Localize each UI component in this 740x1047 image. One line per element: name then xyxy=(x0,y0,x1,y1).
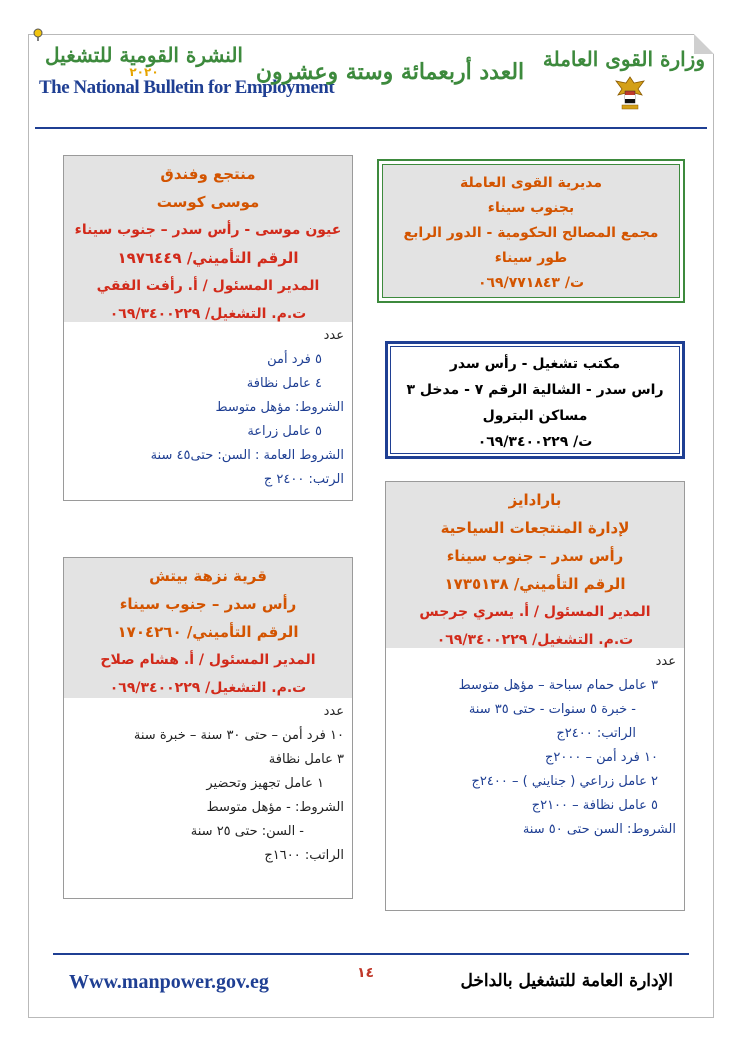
list-item: الراتب: ١٦٠٠ج xyxy=(264,848,344,863)
ras-sudr-office-box xyxy=(385,341,685,459)
job-box-paradise xyxy=(385,481,685,911)
footer-divider xyxy=(53,953,689,955)
list-item: ٥ فرد أمن xyxy=(267,352,322,367)
bulletin-year: ٢٠٢٠ xyxy=(129,65,159,79)
vacancy-list xyxy=(64,322,352,492)
office-directorate-box xyxy=(377,159,685,303)
list-item: ٥ عامل زراعة xyxy=(247,424,322,439)
list-item: ٣ عامل حمام سباحة – مؤهل متوسط xyxy=(458,678,658,693)
job-box-nozha-beach xyxy=(63,557,353,899)
office-line: مديرية القوى العاملة xyxy=(459,175,603,191)
employment-phone: ت.م. التشغيل/ ٠٦٩/٣٤٠٠٢٢٩ xyxy=(109,680,307,696)
bulletin-title-en: The National Bulletin for Employment xyxy=(39,77,335,98)
department-name: الإدارة العامة للتشغيل بالداخل xyxy=(460,971,673,991)
company-type: لإدارة المنتجعات السياحية xyxy=(440,519,630,537)
list-item: ٤ عامل نظافة xyxy=(246,376,322,391)
company-type: منتجع وفندق xyxy=(160,165,256,183)
list-item: ٣ عامل نظافة xyxy=(268,752,344,767)
job-header xyxy=(386,482,684,648)
office-line: بجنوب سيناء xyxy=(487,200,575,216)
list-item: ٥ عامل نظافة – ٢١٠٠ج xyxy=(531,798,658,813)
ministry-logo xyxy=(542,47,705,117)
list-item: ١٠ فرد أمن – حتى ٣٠ سنة – خبرة سنة xyxy=(133,728,344,743)
company-name: قرية نزهة بيتش xyxy=(149,567,267,585)
list-item: - خبرة ٥ سنوات - حتى ٣٥ سنة xyxy=(468,702,636,717)
manager-name: المدير المسئول / أ. رأفت الفقي xyxy=(96,278,320,294)
list-item: عدد xyxy=(323,328,344,343)
list-item: عدد xyxy=(323,704,344,719)
list-item: - السن: حتى ٢٥ سنة xyxy=(190,824,304,839)
list-item: الشروط: مؤهل متوسط xyxy=(215,400,344,415)
vacancy-list xyxy=(386,648,684,842)
job-header xyxy=(64,156,352,322)
insurance-number: الرقم التأميني/ ١٧٣٥١٣٨ xyxy=(444,575,626,593)
website-link[interactable]: Www.manpower.gov.eg xyxy=(69,971,269,993)
job-header xyxy=(64,558,352,698)
employment-phone: ت.م. التشغيل/ ٠٦٩/٣٤٠٠٢٢٩ xyxy=(436,632,634,648)
vacancy-list xyxy=(64,698,352,868)
list-item: عدد xyxy=(655,654,676,669)
manager-name: المدير المسئول / أ. يسري جرجس xyxy=(419,604,651,620)
bulletin-logo xyxy=(39,43,335,99)
company-name: موسى كوست xyxy=(156,193,260,211)
ras-sudr-line: مكتب تشغيل - رأس سدر xyxy=(449,356,621,372)
list-item: ٢ عامل زراعي ( جنايني ) – ٢٤٠٠ج xyxy=(471,774,658,789)
company-address: عيون موسى - رأس سدر – جنوب سيناء xyxy=(74,222,342,238)
insurance-number: الرقم التأميني/ ١٧٠٤٢٦٠ xyxy=(117,623,299,641)
company-address: رأس سدر – جنوب سيناء xyxy=(446,547,624,565)
ministry-name: وزارة القوى العاملة xyxy=(542,47,705,71)
company-address: رأس سدر – جنوب سيناء xyxy=(119,595,297,613)
eagle-emblem-icon xyxy=(612,73,648,113)
list-item: الراتب: ٢٤٠٠ج xyxy=(556,726,636,741)
list-item: الرتب: ٢٤٠٠ ج xyxy=(263,472,344,487)
employment-phone: ت.م. التشغيل/ ٠٦٩/٣٤٠٠٢٢٩ xyxy=(109,306,307,322)
company-name: بارادايز xyxy=(508,491,562,509)
office-line: طور سيناء xyxy=(494,250,568,266)
list-item: الشروط العامة : السن: حتى٤٥ سنة xyxy=(150,448,344,463)
issue-title: العدد أربعمائة وستة وعشرون xyxy=(255,59,525,85)
bulletin-page xyxy=(28,34,714,1018)
insurance-number: الرقم التأميني/ ١٩٧٦٤٤٩ xyxy=(117,249,299,267)
pin-icon xyxy=(31,27,45,41)
list-item: ١ عامل تجهيز وتحضير xyxy=(206,776,324,791)
manager-name: المدير المسئول / أ. هشام صلاح xyxy=(100,652,316,668)
office-phone: ت/ ٠٦٩/٧٧١٨٤٣ xyxy=(477,275,585,291)
page-number: ١٤ xyxy=(357,965,375,981)
job-box-moussa-coast xyxy=(63,155,353,501)
list-item: ١٠ فرد أمن – ٢٠٠٠ج xyxy=(545,750,658,765)
ras-sudr-phone: ت/ ٠٦٩/٣٤٠٠٢٢٩ xyxy=(477,434,593,450)
list-item: الشروط: - مؤهل متوسط xyxy=(206,800,344,815)
office-line: مجمع المصالح الحكومية - الدور الرابع xyxy=(403,225,659,241)
ras-sudr-line: راس سدر - الشالية الرقم ٧ - مدخل ٣ xyxy=(406,382,664,398)
bulletin-title-ar: النشرة القومية للتشغيل xyxy=(45,43,243,67)
list-item: الشروط: السن حتى ٥٠ سنة xyxy=(522,822,676,837)
header-divider xyxy=(35,127,707,129)
ras-sudr-line: مساكن البترول xyxy=(482,408,588,424)
